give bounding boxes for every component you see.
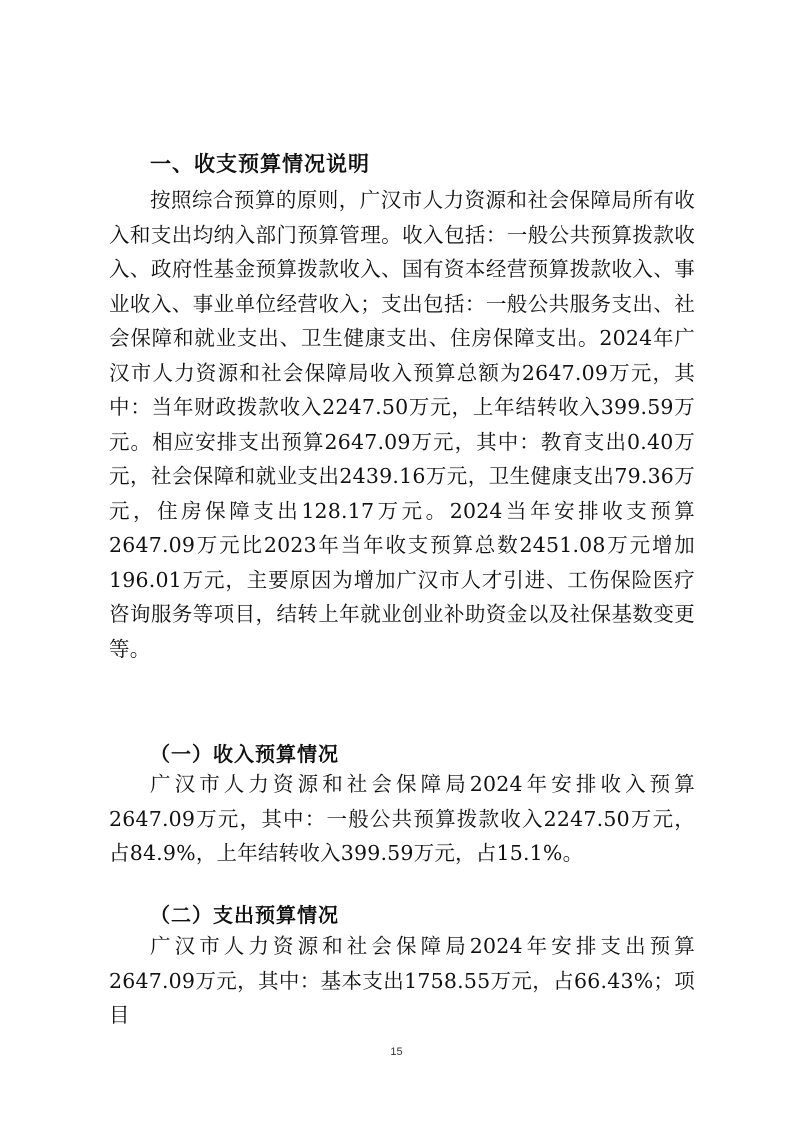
page-number: 15 — [390, 1046, 403, 1058]
expense-heading: （二）支出预算情况 — [150, 903, 339, 927]
income-paragraph: 广汉市人力资源和社会保障局2024年安排收入预算2647.09万元，其中：一般公共预算拨款收入2247.50万元，占84.9%，上年结转收入399.59万元，占15.1%。 — [109, 772, 695, 865]
section-title: 一、收支预算情况说明 — [150, 152, 370, 176]
expense-paragraph: 广汉市人力资源和社会保障局2024年安排支出预算2647.09万元，其中：基本支出1758.55万元，占66.43%；项目 — [109, 934, 695, 1027]
income-heading: （一）收入预算情况 — [150, 742, 339, 766]
intro-paragraph: 按照综合预算的原则，广汉市人力资源和社会保障局所有收入和支出均纳入部门预算管理。收入包括：一般公共预算拨款收入、政府性基金预算拨款收入、国有资本经营预算拨款收入、事业收入、事业单位经营收入；支出包括：一般公共服务支出、社会保障和就业支出、卫生健康支出、住房保障支出。2024年广汉市人力资源和社会保障局收入预算总额为2647.09万元，其中：当年财政拨款收入2247.50万元，上年结转收入399.59万元。相应安排支出预算2647.09万元，其中：教育支出0.40万元，社会保障和就业支出2439.16万元，卫生健康支出79.36万元，住房保障支出128.17万元。2024当年安排收支预算2647.09万元比2023年当年收支预算总数2451.08万元增加196.01万元，主要原因为增加广汉市人才引进、工伤保险医疗咨询服务等项目，结转上年就业创业补助资金以及社保基数变更等。 — [109, 188, 695, 661]
